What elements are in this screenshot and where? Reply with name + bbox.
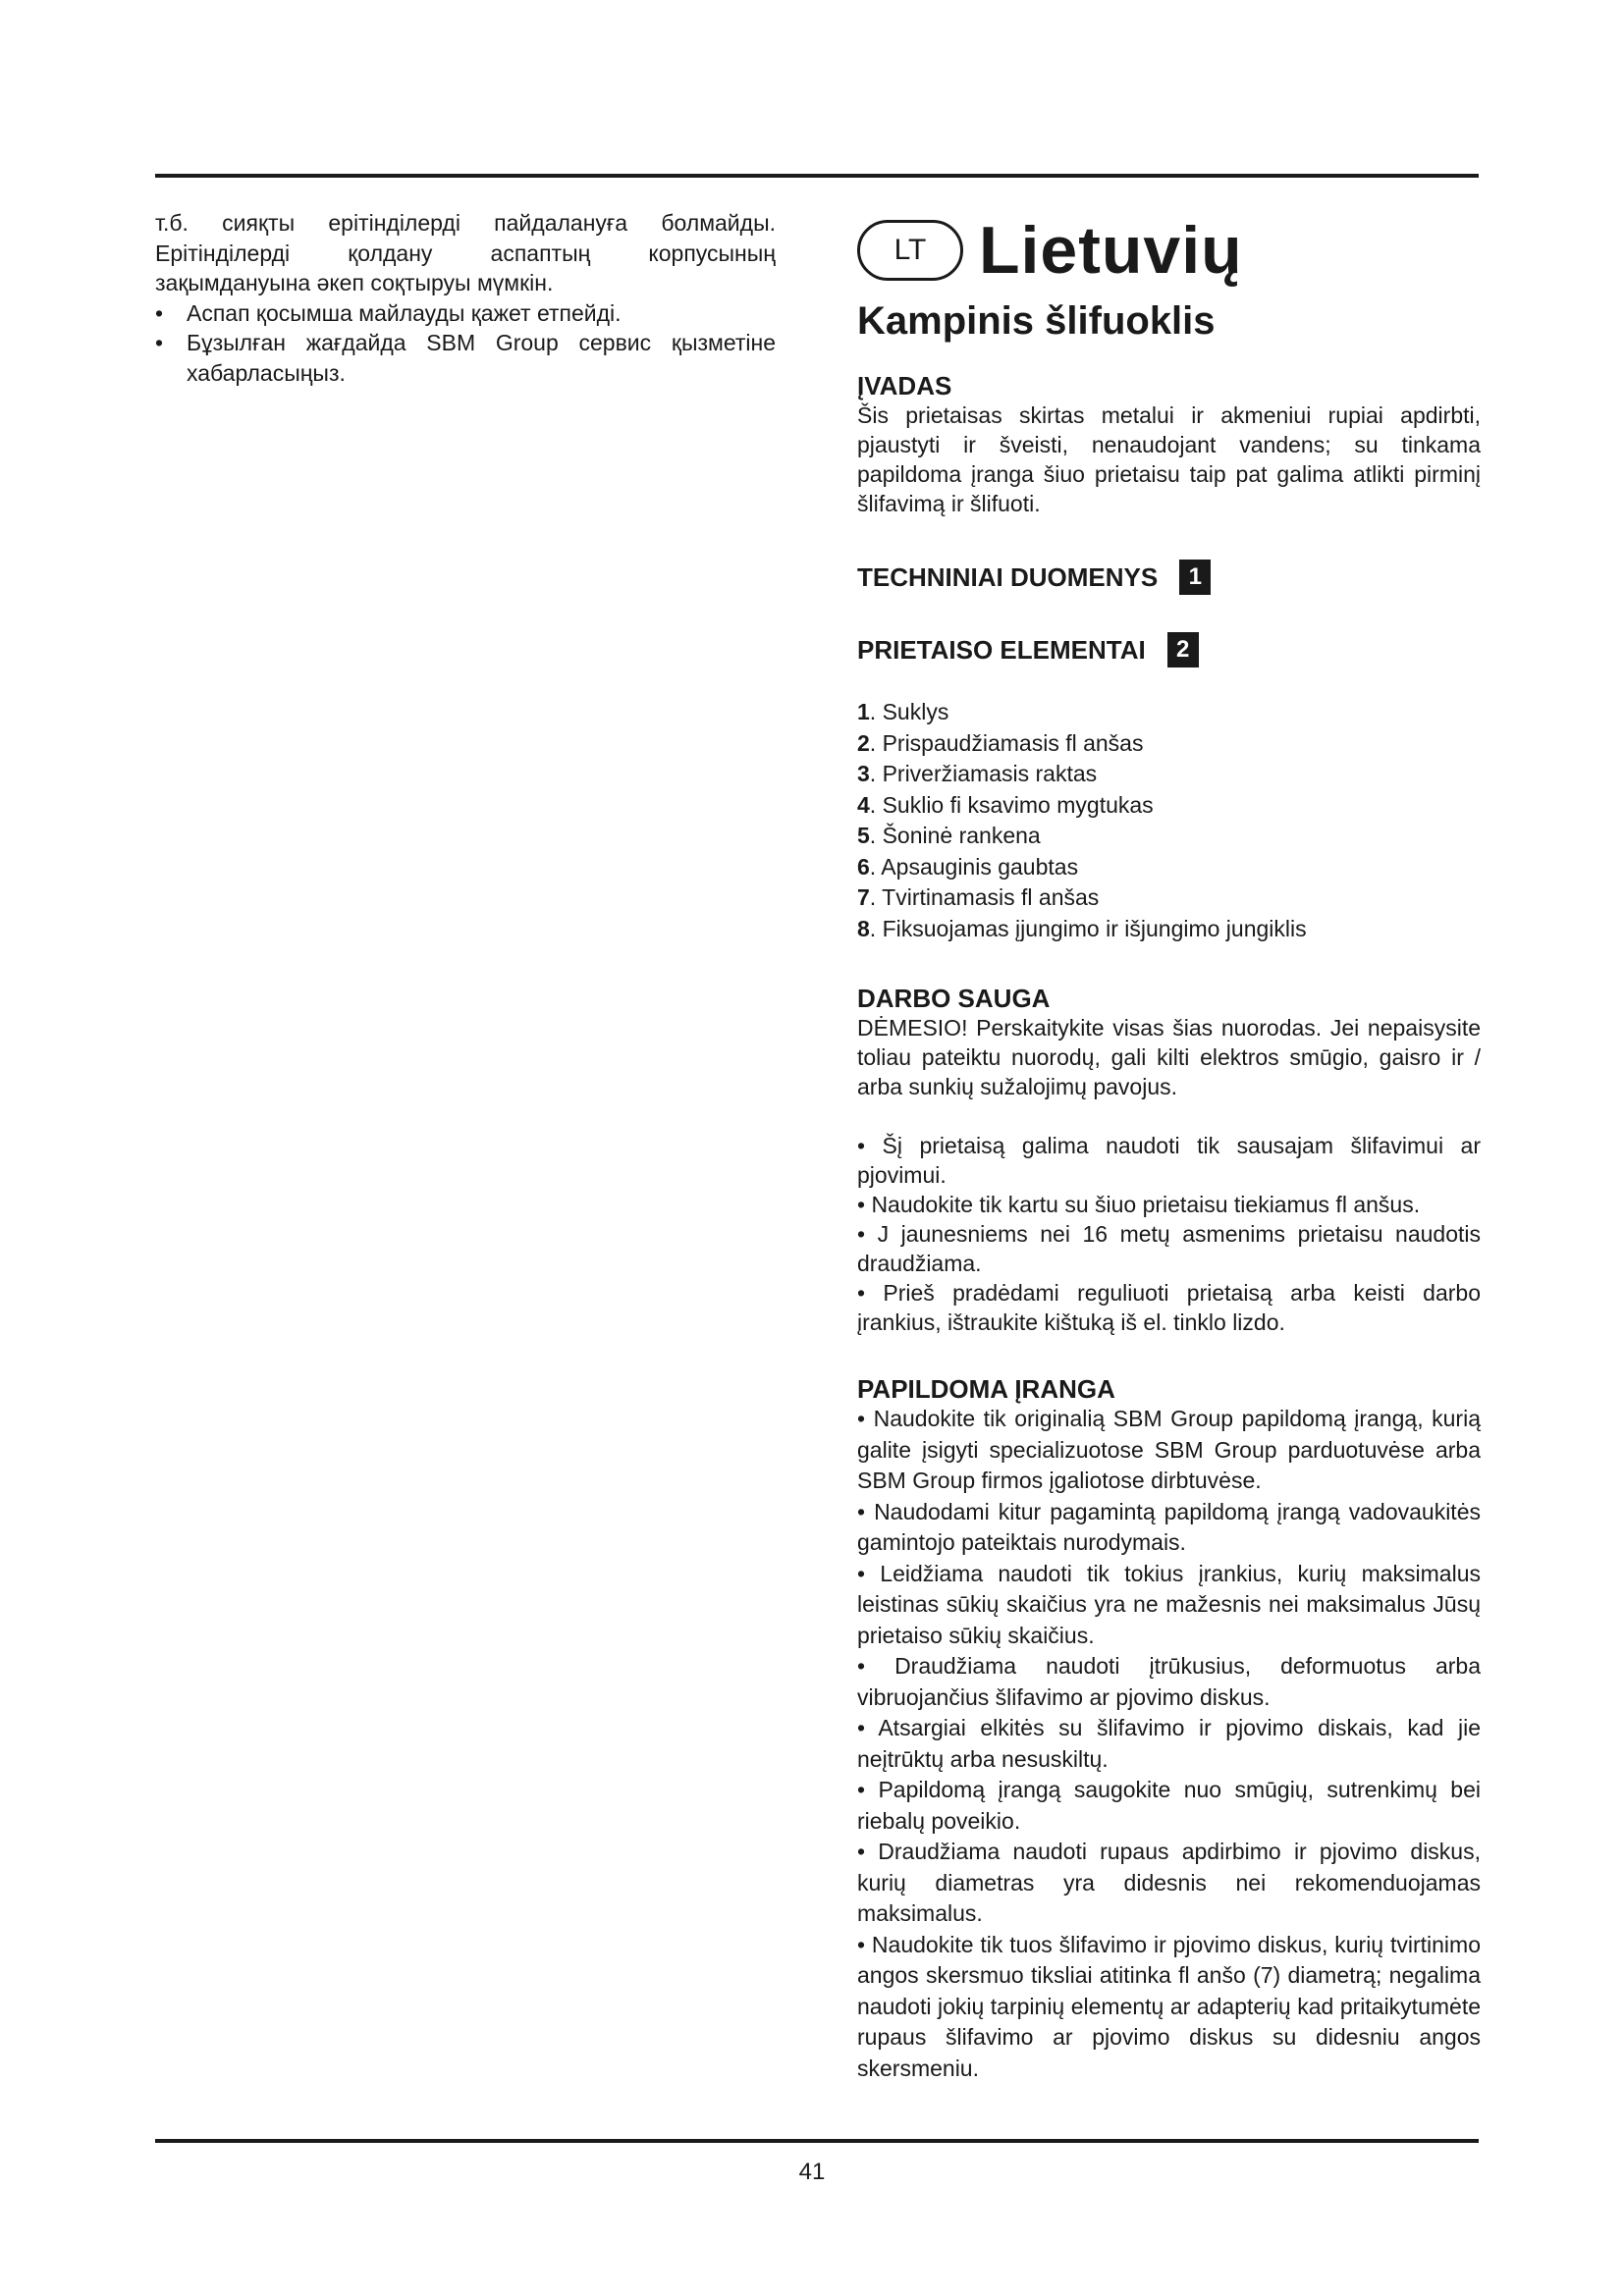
list-item xyxy=(857,728,1481,760)
part-number: 5 xyxy=(857,823,870,848)
list-item xyxy=(857,852,1481,883)
right-column xyxy=(857,210,1481,2084)
part-number: 1 xyxy=(857,699,870,724)
section-technical xyxy=(857,560,1481,595)
safety-warning: DĖMESIO! Perskaitykite visas šias nuorodas. Jei nepaisysite toliau pateiktu nuorodų, gali kilti elektros smūgio, gaisro ir / arba sunkių sužalojimų pavojus. xyxy=(857,1015,1481,1099)
list-item xyxy=(857,790,1481,822)
language-title: Lietuvių xyxy=(979,213,1243,288)
section-safety xyxy=(857,984,1481,1337)
section-elements xyxy=(857,632,1481,667)
section-intro xyxy=(857,371,1481,518)
left-bullet-text: Бұзылған жағдайда SBM Group сервис қызметіне хабарласыңыз. xyxy=(187,330,776,386)
part-number: 7 xyxy=(857,884,870,910)
bottom-rule xyxy=(155,2139,1479,2143)
part-label: . Suklio fi ksavimo mygtukas xyxy=(869,791,1154,818)
part-label: . Priveržiamasis raktas xyxy=(869,761,1098,786)
part-number: 3 xyxy=(857,761,870,786)
safety-bullet: • J jaunesniems nei 16 metų asmenims prietaisu naudotis draudžiama. xyxy=(857,1221,1481,1276)
list-item xyxy=(857,914,1481,945)
list-item xyxy=(857,821,1481,852)
intro-text: Šis prietaisas skirtas metalui ir akmeniui rupiai apdirbti, pjaustyti ir šveisti, nenaudojant vandens; su tinkama papildoma įranga šiuo prietaisu taip pat galima atlikti pirminį šlifavimą ir šlifuoti. xyxy=(857,402,1481,516)
bullet-symbol: • xyxy=(155,299,164,326)
part-number: 6 xyxy=(857,853,870,880)
left-column xyxy=(155,208,776,388)
accessory-bullet: • Draudžiama naudoti rupaus apdirbimo ir pjovimo diskus, kurių diametras yra didesnis nei rekomenduojamas maksimalus. xyxy=(857,1839,1481,1926)
safety-heading: DARBO SAUGA xyxy=(857,984,1051,1013)
part-label: . Prispaudžiamasis fl anšas xyxy=(869,729,1144,756)
safety-bullet: • Naudokite tik kartu su šiuo prietaisu tiekiamus fl anšus. xyxy=(857,1192,1421,1217)
part-label: . Šoninė rankena xyxy=(869,823,1041,848)
accessories-heading: PAPILDOMA ĮRANGA xyxy=(857,1374,1115,1404)
figure-ref-badge: 1 xyxy=(1179,560,1211,595)
page-number: 41 xyxy=(798,2159,826,2185)
elements-heading: PRIETAISO ELEMENTAI xyxy=(857,635,1146,665)
top-rule xyxy=(155,174,1479,178)
left-bullet xyxy=(155,298,776,329)
part-label: . Suklys xyxy=(869,699,949,724)
figure-ref-badge: 2 xyxy=(1167,632,1199,667)
left-paragraph: т.б. сияқты ерітінділерді пайдалануға болмайды. Ерітінділерді қолдану аспаптың корпусының зақымдануына әкеп соқтыруы мүмкін. xyxy=(155,210,776,295)
document-title: Kampinis šlifuoklis xyxy=(857,299,1216,343)
part-label: . Fiksuojamas įjungimo ir išjungimo jungiklis xyxy=(869,915,1307,941)
accessory-bullet: • Naudokite tik tuos šlifavimo ir pjovimo diskus, kurių tvirtinimo angos skersmuo tiksliai atitinka fl anšo (7) diametrą; negalima naudoti jokių tarpinių elementų ar adapterių kad pritaikytumėte rupaus šlifavimo ar pjovimo diskus su didesniu angos skersmeniu. xyxy=(857,1931,1481,2081)
list-item xyxy=(857,697,1481,728)
accessory-bullet: • Naudodami kitur pagamintą papildomą įrangą vadovaukitės gamintojo pateiktais nurodymais. xyxy=(857,1498,1481,1555)
part-number: 4 xyxy=(857,791,870,818)
left-bullet-text: Аспап қосымша майлауды қажет етпейді. xyxy=(187,299,622,326)
part-number: 2 xyxy=(857,729,870,756)
list-item xyxy=(857,882,1481,914)
language-header xyxy=(857,210,1481,291)
part-label: . Tvirtinamasis fl anšas xyxy=(869,884,1100,910)
spacer xyxy=(857,1101,1481,1131)
intro-heading: ĮVADAS xyxy=(857,371,952,400)
list-item xyxy=(857,759,1481,790)
accessory-bullet: • Leidžiama naudoti tik tokius įrankius, kurių maksimalus leistinas sūkių skaičius yra ne mažesnis nei maksimalus Jūsų prietaiso sūkių skaičius. xyxy=(857,1560,1481,1648)
section-accessories xyxy=(857,1374,1481,2084)
bullet-symbol: • xyxy=(155,330,164,355)
accessory-bullet: • Atsargiai elkitės su šlifavimo ir pjovimo diskais, kad jie neįtrūktų arba nesuskiltų. xyxy=(857,1715,1481,1772)
safety-bullet: • Šį prietaisą galima naudoti tik sausajam šlifavimui ar pjovimui. xyxy=(857,1133,1481,1188)
language-badge: LT xyxy=(857,220,963,281)
accessory-bullet: • Draudžiama naudoti įtrūkusius, deformuotus arba vibruojančius šlifavimo ar pjovimo diskus. xyxy=(857,1653,1481,1710)
parts-list xyxy=(857,697,1481,944)
left-bullet xyxy=(155,328,776,388)
safety-bullet: • Prieš pradėdami reguliuoti prietaisą arba keisti darbo įrankius, ištraukite kištuką iš el. tinklo lizdo. xyxy=(857,1280,1481,1335)
part-number: 8 xyxy=(857,915,870,941)
accessory-bullet: • Papildomą įrangą saugokite nuo smūgių, sutrenkimų bei riebalų poveikio. xyxy=(857,1777,1481,1834)
part-label: . Apsauginis gaubtas xyxy=(869,853,1079,880)
technical-heading: TECHNINIAI DUOMENYS xyxy=(857,562,1159,592)
accessory-bullet: • Naudokite tik originalią SBM Group papildomą įrangą, kurią galite įsigyti specializuotose SBM Group parduotuvėse arba SBM Group firmos įgaliotose dirbtuvėse. xyxy=(857,1406,1481,1493)
